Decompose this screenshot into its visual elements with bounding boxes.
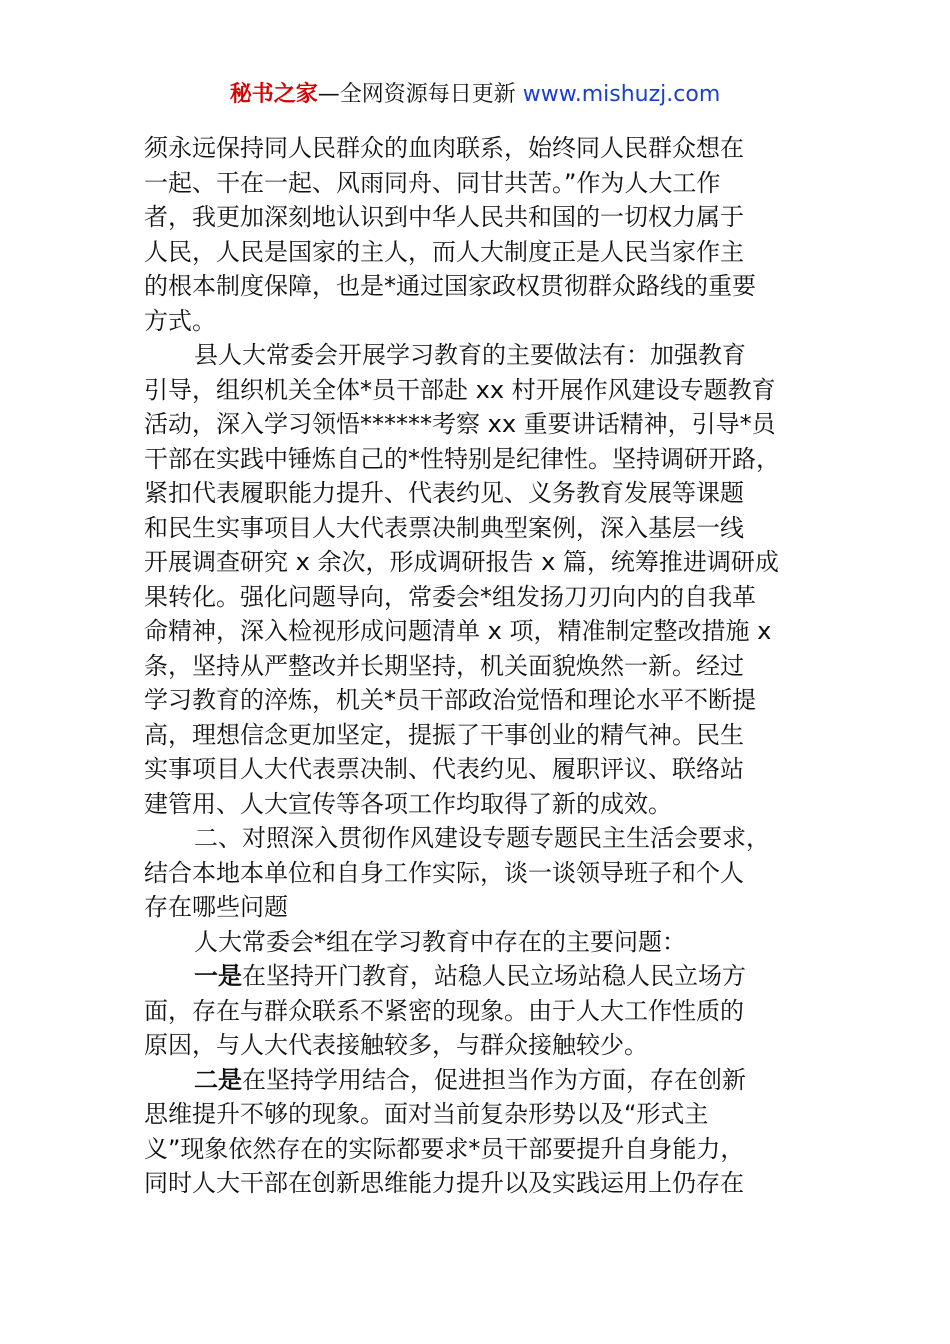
text-line: 学习教育的淬炼，机关*员干部政治觉悟和理论水平不断提 bbox=[144, 686, 756, 714]
text-line: 面，存在与群众联系不紧密的现象。由于人大工作性质的 bbox=[144, 996, 744, 1025]
text-line: 条，坚持从严整改并长期坚持，机关面貌焕然一新。经过 bbox=[144, 651, 744, 680]
section-heading-line: 二、对照深入贯彻作风建设专题专题民主生活会要求， bbox=[194, 824, 770, 852]
text-line: 命精神，深入检视形成问题清单 x 项，精准制定整改措施 x bbox=[144, 617, 772, 645]
paragraph-start-line: 县人大常委会开展学习教育的主要做法有：加强教育 bbox=[194, 341, 746, 369]
text-line: 的根本制度保障，也是*通过国家政权贯彻群众路线的重要 bbox=[144, 272, 756, 300]
text-line: 在坚持开门教育，站稳人民立场站稳人民立场方 bbox=[242, 962, 746, 990]
text-line: 须永远保持同人民群众的血肉联系，始终同人民群众想在 bbox=[144, 134, 744, 162]
site-url-link[interactable]: www.mishuzj.com bbox=[522, 82, 721, 107]
text-line: 思维提升不够的现象。面对当前复杂形势以及“形式主 bbox=[144, 1100, 709, 1128]
text-line: 开展调查研究 x 余次，形成调研报告 x 篇，统筹推进调研成 bbox=[144, 548, 779, 576]
item-label-first: 一是 bbox=[194, 962, 242, 990]
document-body bbox=[144, 131, 824, 1201]
text-line: 果转化。强化问题导向，常委会*组发扬刀刃向内的自我革 bbox=[144, 582, 756, 611]
paragraph-start-line: 人大常委会*组在学习教育中存在的主要问题： bbox=[194, 927, 686, 956]
text-line: 义”现象依然存在的实际都要求*员干部要提升自身能力， bbox=[144, 1134, 745, 1163]
paragraph-start-line bbox=[144, 959, 824, 994]
text-line: 建管用、人大宣传等各项工作均取得了新的成效。 bbox=[144, 789, 672, 818]
text-line: 在坚持学用结合，促进担当作为方面，存在创新 bbox=[242, 1065, 746, 1094]
text-line: 者，我更加深刻地认识到中华人民共和国的一切权力属于 bbox=[144, 203, 744, 231]
text-line: 干部在实践中锤炼自己的*性特别是纪律性。坚持调研开路， bbox=[144, 444, 780, 473]
text-line: 方式。 bbox=[144, 306, 216, 335]
text-line: 和民生实事项目人大代表票决制典型案例，深入基层一线 bbox=[144, 513, 744, 542]
section-heading-line: 存在哪些问题 bbox=[144, 893, 288, 921]
item-label-second: 二是 bbox=[194, 1065, 242, 1094]
text-line: 原因，与人大代表接触较多，与群众接触较少。 bbox=[144, 1031, 648, 1059]
site-header bbox=[0, 80, 950, 110]
text-line: 人民，人民是国家的主人，而人大制度正是人民当家作主 bbox=[144, 237, 744, 266]
text-line: 同时人大干部在创新思维能力提升以及实践运用上仍存在 bbox=[144, 1169, 744, 1197]
text-line: 一起、干在一起、风雨同舟、同甘共苦。”作为人大工作 bbox=[144, 168, 721, 197]
brand-name: 秘书之家 bbox=[229, 82, 318, 107]
text-line: 引导，组织机关全体*员干部赴 xx 村开展作风建设专题教育 bbox=[144, 375, 776, 404]
section-heading-line: 结合本地本单位和自身工作实际，谈一谈领导班子和个人 bbox=[144, 858, 744, 887]
text-line: 高，理想信念更加坚定，提振了干事创业的精气神。民生 bbox=[144, 720, 744, 749]
text-line: 实事项目人大代表票决制、代表约见、履职评议、联络站 bbox=[144, 755, 744, 783]
header-tagline: —全网资源每日更新 bbox=[317, 82, 516, 107]
text-line: 紧扣代表履职能力提升、代表约见、义务教育发展等课题 bbox=[144, 479, 744, 507]
paragraph-start-line bbox=[144, 1063, 824, 1098]
text-line: 活动，深入学习领悟******考察 xx 重要讲话精神，引导*员 bbox=[144, 410, 776, 438]
